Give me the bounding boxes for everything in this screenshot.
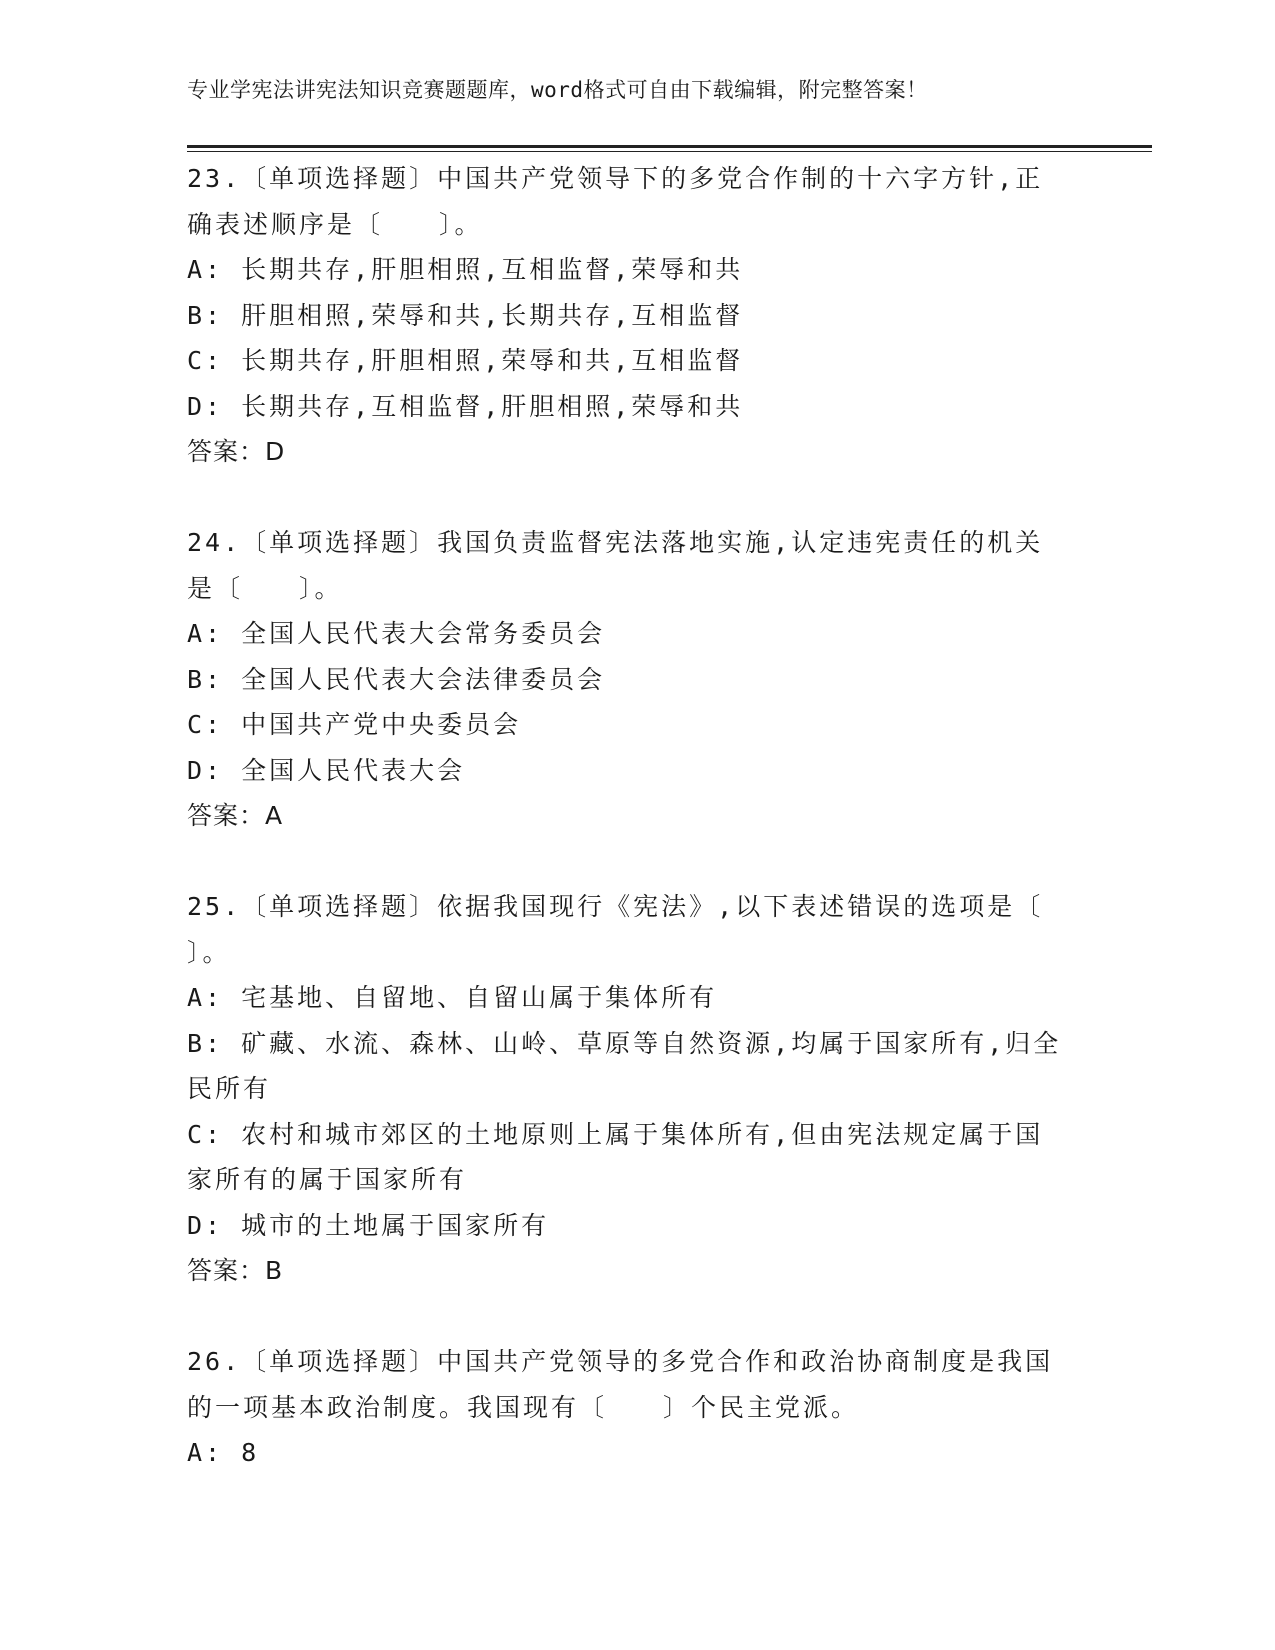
question-25 (187, 884, 1087, 1294)
question-26 (187, 1339, 1087, 1476)
option-b: B: 肝胆相照,荣辱和共,长期共存,互相监督 (187, 300, 744, 330)
page-header: 专业学宪法讲宪法知识竞赛题题库，word格式可自由下载编辑，附完整答案！ (187, 78, 928, 102)
option-b-continued: 民所有 (187, 1074, 272, 1103)
question-list (187, 156, 1087, 1476)
answer-value: A (265, 801, 284, 830)
answer-label: 答案： (187, 1256, 266, 1285)
question-stem-line: 25.〔单项选择题〕依据我国现行《宪法》,以下表述错误的选项是〔 (187, 892, 1044, 921)
question-stem-line: 23.〔单项选择题〕中国共产党领导下的多党合作制的十六字方针,正 (187, 164, 1044, 193)
question-stem-line: 是〔 〕。 (187, 573, 343, 603)
question-23 (187, 156, 1087, 475)
option-d: D: 城市的土地属于国家所有 (187, 1210, 550, 1240)
answer (187, 1248, 1087, 1294)
option-a: A: 宅基地、自留地、自留山属于集体所有 (187, 983, 718, 1012)
question-stem-line: 〕。 (187, 937, 231, 967)
question-stem-line: 的一项基本政治制度。我国现有〔 〕个民主党派。 (187, 1392, 860, 1422)
answer (187, 429, 1087, 475)
question-stem-line: 26.〔单项选择题〕中国共产党领导的多党合作和政治协商制度是我国 (187, 1347, 1054, 1376)
answer-value: B (265, 1256, 284, 1285)
question-stem-line: 确表述顺序是〔 〕。 (187, 209, 483, 239)
question-spacer (187, 839, 1087, 885)
option-c: C: 中国共产党中央委员会 (187, 710, 522, 739)
option-c-continued: 家所有的属于国家所有 (187, 1165, 468, 1194)
question-spacer (187, 475, 1087, 521)
question-spacer (187, 1294, 1087, 1340)
option-c: C: 农村和城市郊区的土地原则上属于集体所有,但由宪法规定属于国 (187, 1119, 1044, 1149)
answer-label: 答案： (187, 801, 266, 830)
answer-label: 答案： (187, 437, 266, 466)
answer (187, 793, 1087, 839)
header-rule-thick (187, 145, 1152, 148)
option-d: D: 全国人民代表大会 (187, 755, 466, 785)
option-a: A: 全国人民代表大会常务委员会 (187, 619, 606, 648)
question-24 (187, 520, 1087, 839)
option-a: A: 长期共存,肝胆相照,互相监督,荣辱和共 (187, 255, 744, 284)
option-b: B: 全国人民代表大会法律委员会 (187, 664, 606, 694)
option-d: D: 长期共存,互相监督,肝胆相照,荣辱和共 (187, 391, 744, 421)
question-stem-line: 24.〔单项选择题〕我国负责监督宪法落地实施,认定违宪责任的机关 (187, 528, 1044, 557)
option-a: A: 8 (187, 1438, 260, 1467)
option-c: C: 长期共存,肝胆相照,荣辱和共,互相监督 (187, 346, 744, 375)
answer-value: D (265, 437, 286, 466)
header-rule-thin (187, 151, 1152, 152)
option-b: B: 矿藏、水流、森林、山岭、草原等自然资源,均属于国家所有,归全 (187, 1028, 1062, 1058)
